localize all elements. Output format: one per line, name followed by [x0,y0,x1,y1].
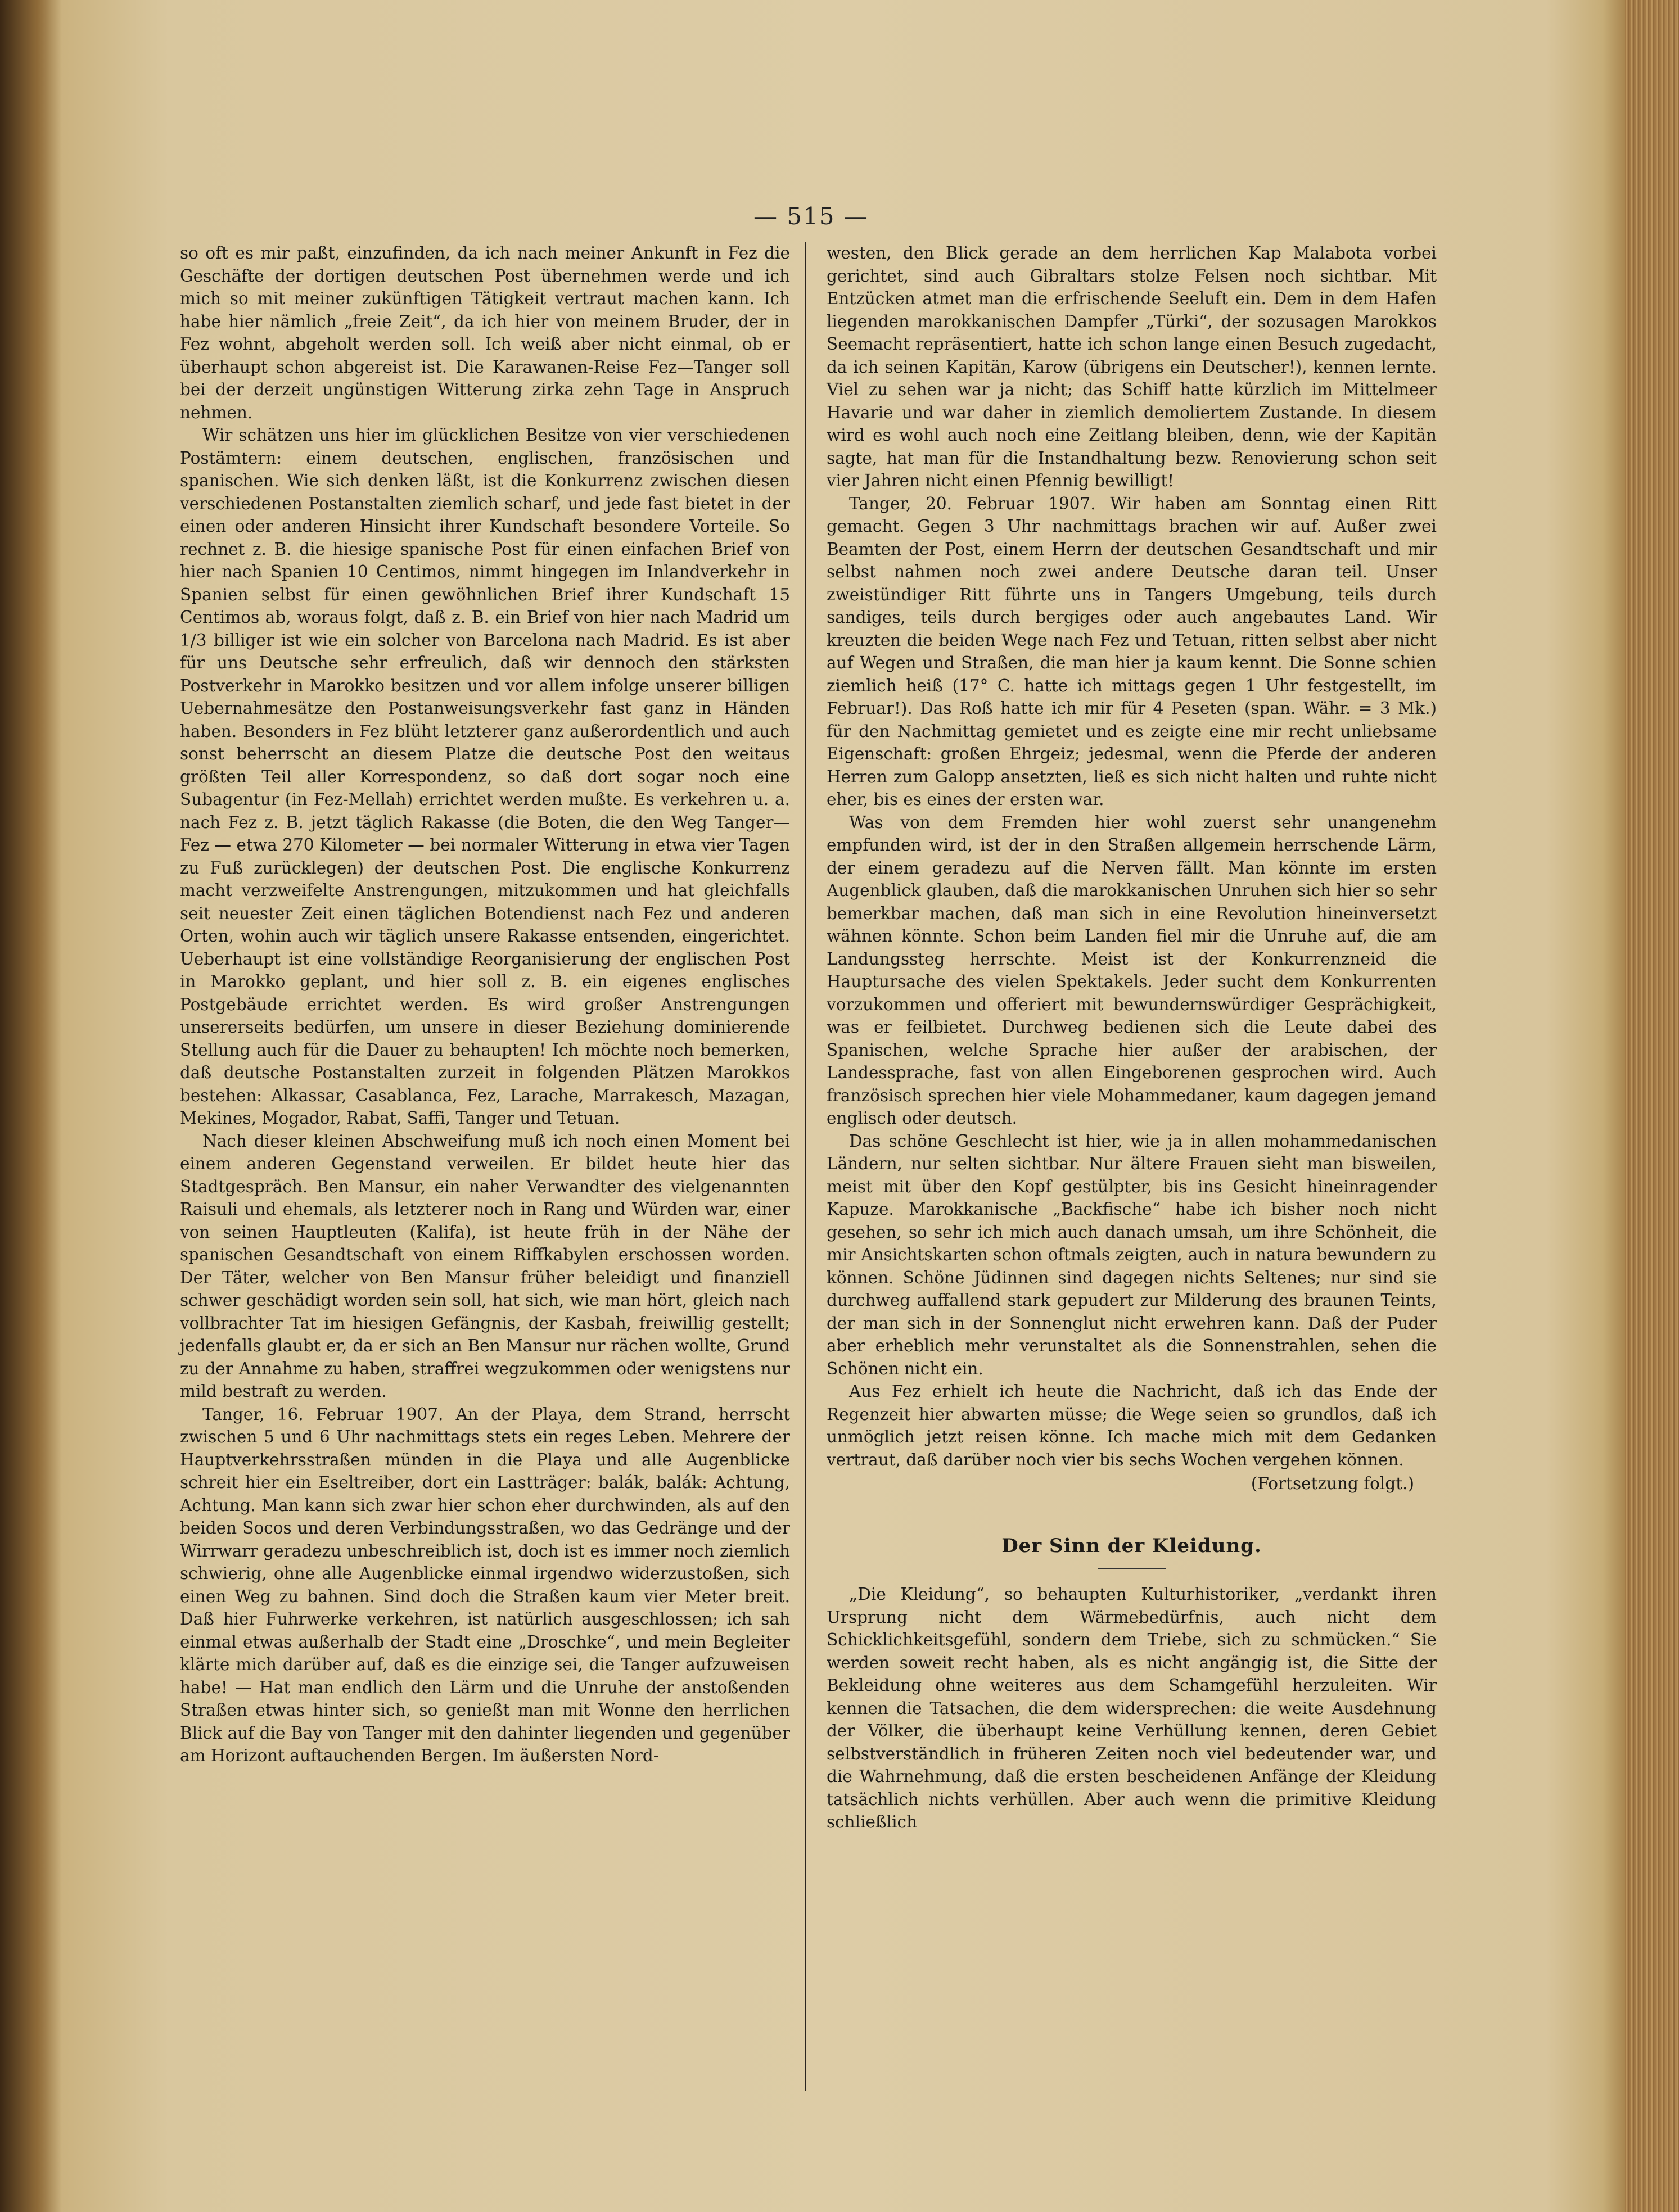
article-paragraph: „Die Kleidung“, so behaupten Kulturhistoriker, „verdankt ihren Ursprung nicht dem Wärmebedürfnis, auch nicht dem Schicklichkeitsgefühl, sondern dem Triebe, sich zu schmücken.“ Sie werden soweit recht haben, als es nicht angängig ist, die Sitte der Bekleidung ohne weiteres aus dem Schamgefühl herzuleiten. Wir kennen die Tatsachen, die dem widersprechen: die weite Ausdehnung der Völker, die überhaupt keine Verhüllung kennen, deren Gebiet selbstverständlich in früheren Zeiten noch viel bedeutender war, und die Wahrnehmung, daß die ersten bescheidenen Anfänge der Kleidung tatsächlich nichts verhüllen. Aber auch wenn die primitive Kleidung schließlich [827,1585,1437,1831]
paragraph: Was von dem Fremden hier wohl zuerst sehr unangenehm empfunden wird, ist der in den Straßen allgemein herrschende Lärm, der einem geradezu auf die Nerven fällt. Man könnte im ersten Augenblick glauben, daß die marokkanischen Unruhen sich hier so sehr bemerkbar machen, daß man sich in eine Revolution hineinversetzt wähnen könnte. Schon beim Landen fiel mir die Unruhe auf, die am Landungssteg herrschte. Meist ist der Konkurrenzneid die Hauptursache des vielen Spektakels. Jeder sucht dem Konkurrenten vorzukommen und offeriert mit bewundernswürdiger Gesprächigkeit, was er feilbietet. Durchweg bedienen sich die Leute dabei des Spanischen, welche Sprache hier außer der arabischen, der Landessprache, fast von allen Eingeborenen gesprochen wird. Auch französisch sprechen hier viele Mohammedaner, kaum dagegen jemand englisch oder deutsch. [827,812,1437,1128]
continuation-note: (Fortsetzung folgt.) [1251,1474,1414,1493]
paragraph: Tanger, 16. Februar 1907. An der Playa, dem Strand, herrscht zwischen 5 und 6 Uhr nachmittags stets ein reges Leben. Mehrere der Hauptverkehrsstraßen münden in die Playa und alle Augenblicke schreit hier ein Eseltreiber, dort ein Lastträger: balák, balák: Achtung, Achtung. Man kann sich zwar hier schon eher durchwinden, als auf den beiden Socos und deren Verbindungsstraßen, wo das Gedränge und der Wirrwarr geradezu unbeschreiblich ist, doch ist es immer noch ziemlich schwierig, ohne alle Augenblicke einmal irgendwo widerzustoßen, sich einen Weg zu bahnen. Sind doch die Straßen kaum vier Meter breit. Daß hier Fuhrwerke verkehren, ist natürlich ausgeschlossen; ich sah einmal etwas außerhalb der Stadt eine „Droschke“, und mein Begleiter klärte mich darüber auf, daß es die einzige sei, die Tanger aufzuweisen habe! — Hat man endlich den Lärm und die Unruhe der anstoßenden Straßen etwas hinter sich, so genießt man mit Wonne den herrlichen Blick auf die Bay von Tanger mit den dahinter liegenden und gegenüber am Horizont auftauchenden Bergen. Im äußersten Nord- [180,1404,790,1765]
article-title: Der Sinn der Kleidung. [1001,1534,1262,1557]
left-page-edge [0,0,62,2212]
paragraph: Wir schätzen uns hier im glücklichen Besitze von vier verschiedenen Postämtern: einem deutschen, englischen, französischen und spanischen. Wie sich denken läßt, ist die Konkurrenz zwischen diesen verschiedenen Postanstalten ziemlich scharf, und jede fast bietet in der einen oder anderen Hinsicht ihrer Kundschaft besondere Vorteile. So rechnet z. B. die hiesige spanische Post für einen einfachen Brief von hier nach Spanien 10 Centimos, nimmt hingegen im Inlandverkehr in Spanien selbst für einen gewöhnlichen Brief ihrer Kundschaft 15 Centimos ab, woraus folgt, daß z. B. ein Brief von hier nach Madrid um 1/3 billiger ist wie ein solcher von Barcelona nach Madrid. Es ist aber für uns Deutsche sehr erfreulich, daß wir dennoch den stärksten Postverkehr in Marokko besitzen und vor allem infolge unserer billigen Uebernahmesätze den Postanweisungsverkehr fast ganz in Händen haben. Besonders in Fez blüht letzterer ganz außerordentlich und auch sonst beherrscht an diesem Platze die deutsche Post den weitaus größten Teil aller Korrespondenz, so daß dort sogar noch eine Subagentur (in Fez-Mellah) errichtet werden mußte. Es verkehren u. a. nach Fez z. B. jetzt täglich Rakasse (die Boten, die den Weg Tanger—Fez — etwa 270 Kilometer — bei normaler Witterung in etwa vier Tagen zu Fuß zurücklegen) der deutschen Post. Die englische Konkurrenz macht verzweifelte Anstrengungen, mitzukommen und hat gleichfalls seit neuester Zeit einen täglichen Botendienst nach Fez und anderen Orten, wohin auch wir täglich unsere Rakasse entsenden, eingerichtet. Ueberhaupt ist eine vollständige Reorganisierung der englischen Post in Marokko geplant, und hier soll z. B. ein eigenes englisches Postgebäude errichtet werden. Es wird großer Anstrengungen unsererseits bedürfen, um unsere in dieser Beziehung dominierende Stellung auch für die Dauer zu behaupten! Ich möchte noch bemerken, daß deutsche Postanstalten zurzeit in folgenden Plätzen Marokkos bestehen: Alkassar, Casablanca, Fez, Larache, Marrakesch, Mazagan, Mekines, Mogador, Rabat, Saffi, Tanger und Tetuan. [180,426,790,1128]
paragraph: so oft es mir paßt, einzufinden, da ich nach meiner Ankunft in Fez die Geschäfte der dortigen deutschen Post übernehmen werde und ich mich so mit meiner zukünftigen Tätigkeit vertraut machen kann. Ich habe hier nämlich „freie Zeit“, da ich hier von meinem Bruder, der in Fez wohnt, abgeholt werden soll. Ich weiß aber nicht einmal, ob er überhaupt schon abgereist ist. Die Karawanen-Reise Fez—Tanger soll bei der derzeit ungünstigen Witterung zirka zehn Tage in Anspruch nehmen. [180,243,790,422]
paragraph: Aus Fez erhielt ich heute die Nachricht, daß ich das Ende der Regenzeit hier abwarten müsse; die Wege seien so grundlos, daß ich unmöglich jetzt reisen könne. Ich mache mich mit dem Gedanken vertraut, daß darüber noch vier bis sechs Wochen vergehen können. [827,1382,1437,1469]
paragraph: Tanger, 20. Februar 1907. Wir haben am Sonntag einen Ritt gemacht. Gegen 3 Uhr nachmittags brachen wir auf. Außer zwei Beamten der Post, einem Herrn der deutschen Gesandtschaft und mir selbst nahmen noch zwei andere Deutsche daran teil. Unser zweistündiger Ritt führte uns in Tangers Umgebung, teils durch sandiges, teils durch bergiges oder auch angebautes Land. Wir kreuzten die beiden Wege nach Fez und Tetuan, ritten selbst aber nicht auf Wegen und Straßen, die man hier ja kaum kennt. Die Sonne schien ziemlich heiß (17° C. hatte ich mittags gegen 1 Uhr festgestellt, im Februar!). Das Roß hatte ich mir für 4 Peseten (span. Währ. = 3 Mk.) für den Nachmittag gemietet und es zeigte eine mir recht unliebsame Eigenschaft: großen Ehrgeiz; jedesmal, wenn die Pferde der anderen Herren zum Galopp ansetzten, ließ es sich nicht halten und ruhte nicht eher, bis es eines der ersten war. [827,494,1437,809]
paragraph: Nach dieser kleinen Abschweifung muß ich noch einen Moment bei einem anderen Gegenstand verweilen. Er bildet heute hier das Stadtgespräch. Ben Mansur, ein naher Verwandter des vielgenannten Raisuli und ehemals, als letzterer noch in Rang und Würden war, einer von seinen Hauptleuten (Kalifa), ist heute früh in der Nähe der spanischen Gesandtschaft von einem Riffkabylen erschossen worden. Der Täter, welcher von Ben Mansur früher beleidigt und finanziell schwer geschädigt worden sein soll, hat sich, wie man hört, gleich nach vollbrachter Tat im hiesigen Gefängnis, der Kasbah, freiwillig gestellt; jedenfalls glaubt er, da er sich an Ben Mansur nur rächen wollte, Grund zu der Annahme zu haben, straffrei wegzukommen oder wenigstens nur mild bestraft zu werden. [180,1131,790,1401]
title-divider [1098,1568,1166,1569]
paragraph: Das schöne Geschlecht ist hier, wie ja in allen mohammedanischen Ländern, nur selten sichtbar. Nur ältere Frauen sieht man bisweilen, meist mit über den Kopf gestülpter, bis ins Gesicht hineinragender Kapuze. Marokkanische „Backfische“ habe ich bisher noch nicht gesehen, so sehr ich mich auch danach umsah, um ihre Schönheit, die mir Ansichtskarten schon oftmals zeigten, auch in natura bewundern zu können. Schöne Jüdinnen sind dagegen nichts Seltenes; nur sind sie durchweg auffallend stark gepudert zur Milderung des braunen Teints, der man sich in der Sonnenglut nicht erwehren kann. Daß der Puder aber erheblich mehr verunstaltet als die Sonnenstrahlen, sehen die Schönen nicht ein. [827,1131,1437,1378]
paragraph: westen, den Blick gerade an dem herrlichen Kap Malabota vorbei gerichtet, sind auch Gibraltars stolze Felsen noch sichtbar. Mit Entzücken atmet man die erfrischende Seeluft ein. Dem in dem Hafen liegenden marokkanischen Dampfer „Türki“, der sozusagen Marokkos Seemacht repräsentiert, hatte ich schon lange einen Besuch zugedacht, da ich seinen Kapitän, Karow (übrigens ein Deutscher!), kennen lernte. Viel zu sehen war ja nicht; das Schiff hatte kürzlich im Mittelmeer Havarie und war daher in ziemlich demoliertem Zustande. In diesem wird es wohl auch noch eine Zeitlang bleiben, denn, wie der Kapitän sagte, hat man für die Instandhaltung bezw. Renovierung schon seit vier Jahren nicht einen Pfennig bewilligt! [827,243,1437,490]
column-divider [805,242,806,2091]
left-column [180,242,790,1767]
page-number: — 515 — [753,202,869,230]
right-column [827,242,1437,1834]
page-stack-edge [1625,0,1679,2212]
